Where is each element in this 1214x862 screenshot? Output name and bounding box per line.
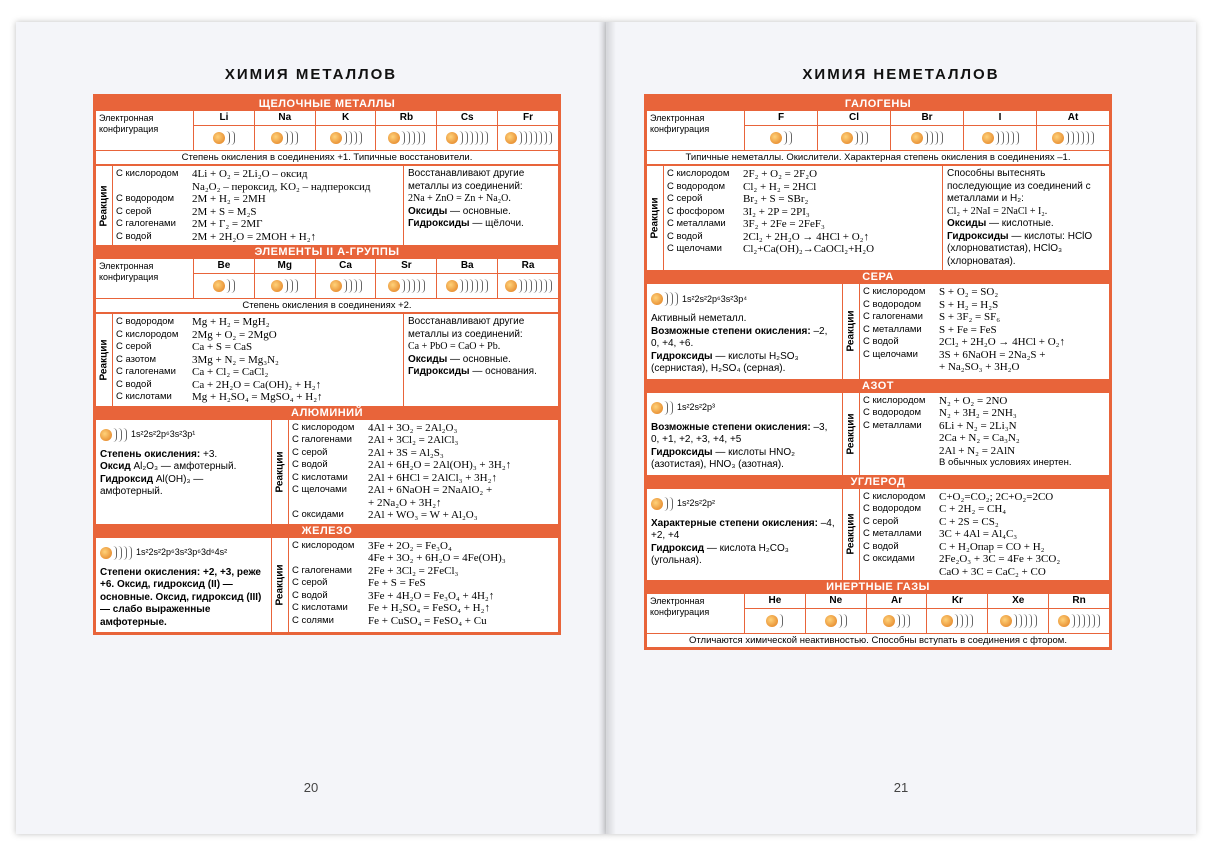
- reaction-row: С водородом Cl₂ + H₂ = 2HCl: [667, 180, 817, 193]
- reaction-row: С солями Fe + CuSO₄ = FeSO₄ + Cu: [292, 614, 487, 627]
- reaction-row: С водой 2M + 2H₂O = 2MOH + H₂↑: [116, 230, 317, 243]
- element-li: [194, 111, 255, 150]
- nitrogen-block: 1s²2s²2p³ Возможные степени окисления: –3, 0, +1, +2, +3, +4, +5 Гидроксиды — кислоты HNO₂ (азотистая), HNO₃ (азотная). Реакции С кислородом N₂ + O₂ = 2NO С водородом N₂ + 3H₂ = 2NH₃ С металлами 6Li + N₂ = 2Li₃N 2Ca + N₂ = Ca₃N₂ 2Al + N₂ = 2AlN В обычных условиях инертен.: [647, 393, 1109, 475]
- electron-config: 1s²2s²2p²: [677, 498, 716, 509]
- alkali-config-row: [96, 111, 558, 150]
- atom-shells-icon: [841, 126, 868, 150]
- reactions-label: Реакции: [98, 339, 110, 381]
- section-header-sulfur: СЕРА: [647, 270, 1109, 284]
- reactions-label: Реакции: [845, 310, 857, 352]
- reaction-row: С серой Br₂ + S = SBr₂: [667, 193, 809, 205]
- element-na: [255, 111, 316, 150]
- halogens-config-row: [647, 111, 1109, 150]
- reaction-row: С кислородом 4Al + 3O₂ = 2Al₂O₃: [292, 421, 458, 434]
- reaction-row: С галогенами Ca + Cl₂ = CaCl₂: [116, 366, 269, 378]
- element-at: [1037, 111, 1109, 150]
- element-symbol: Sr: [376, 259, 436, 274]
- halogens-reactions: [647, 164, 1109, 270]
- atom-shells-icon: [271, 274, 298, 298]
- reaction-row: 4Fe + 3O₂ + 6H₂O = 4Fe(OH)₃: [368, 552, 506, 564]
- atom-shells-icon: [651, 287, 678, 311]
- reaction-row: С оксидами 2Fe₂O₃ + 3C = 4Fe + 3CO₂: [863, 553, 1061, 565]
- reaction-row: С водородом Mg + H₂ = MgH₂: [116, 316, 270, 328]
- reaction-row: С фосфором 3I₂ + 2P = 2PI₃: [667, 205, 810, 218]
- iron-description: Степени окисления: +2, +3, реже +6. Оксид, гидроксид (II) — основные. Оксид, гидроксид (III) — слабо выраженные амфотерные.: [100, 566, 262, 628]
- book-spine: [598, 22, 616, 834]
- electron-config: 1s²2s²2p⁶3s²3p⁶3d⁶4s²: [136, 547, 228, 558]
- group2-config-row: [96, 259, 558, 298]
- config-label: Электронная конфигурация: [647, 111, 745, 150]
- element-i: [964, 111, 1037, 150]
- page-number: 21: [893, 780, 909, 795]
- element-symbol: Ca: [316, 259, 376, 274]
- atom-shells-icon: [100, 423, 127, 447]
- reactions-label: Реакции: [845, 513, 857, 555]
- atom-shells-icon: [388, 126, 425, 150]
- reaction-row: С серой 2Al + 3S = Al₂S₃: [292, 446, 444, 459]
- aluminium-block: 1s²2s²2p⁶3s²3p¹ Степень окисления: +3. Оксид Al₂O₃ — амфотерный. Гидроксид Al(OH)₃ — амфотерный. Реакции С кислородом 4Al + 3O₂ = 2Al₂O₃ С галогенами 2Al + 3Cl₂ = 2AlCl₃ С серой 2Al + 3S = Al₂S₃ С водой 2Al + 6H₂O = 2Al(OH)₃ + 3H₂↑ С кислотами 2Al + 6HCl = 2AlCl₃ + 3H₂↑ С щелочами 2Al + 6NaOH = 2NaAlO₂ + + 2Na₂O + 3H₂↑ С оксидами 2Al + WO₃ = W + Al₂O₃: [96, 420, 558, 524]
- atom-shells-icon: [330, 274, 362, 298]
- reaction-row: С кислородом N₂ + O₂ = 2NO: [863, 394, 1008, 407]
- iron-block: [96, 538, 558, 633]
- group2-properties: Восстанавливают другие металлы из соединений: Ca + PbO = CaO + Pb. Оксиды — основные. Гидроксиды — основания.: [403, 314, 558, 406]
- reaction-row: С кислородом 2Mg + O₂ = 2MgO: [116, 328, 277, 341]
- reaction-row: С кислородом C+O₂=CO₂; 2C+O₂=2CO: [863, 490, 1054, 503]
- reaction-row: С водородом N₂ + 3H₂ = 2NH₃: [863, 407, 1017, 419]
- reaction-row: С кислородом 2F₂ + O₂ = 2F₂O: [667, 168, 818, 180]
- sulfur-block: 1s²2s²2p⁶3s²3p⁴ Активный неметалл. Возможные степени окисления: –2, 0, +4, +6. Гидроксиды — кислоты H₂SO₃ (сернистая), H₂SO₄ (серная). Реакции С кислородом S + O₂ = SO₂ С водородом S + H₂ = H₂S С галогенами S + 3F₂ = SF₆ С металлами S + Fe = FeS С водой 2Cl₂ + 2H₂O → 4HCl + O₂↑ С щелочами 3S + 6NaOH = 2Na₂S + + Na₂SO₃ + 3H₂O: [647, 284, 1109, 379]
- reaction-row: С щелочами 3S + 6NaOH = 2Na₂S +: [863, 348, 1046, 361]
- element-symbol: K: [316, 111, 376, 126]
- reaction-row: С водой C + H₂Oпар = CO + H₂: [863, 540, 1045, 553]
- config-label: Электронная конфигурация: [96, 111, 194, 150]
- halogens-note: Типичные неметаллы. Окислители. Характерная степень окисления в соединениях –1.: [647, 150, 1109, 164]
- atom-shells-icon: [911, 126, 943, 150]
- reaction-row: С водой 2Al + 6H₂O = 2Al(OH)₃ + 3H₂↑: [292, 459, 512, 471]
- element-k: [316, 111, 377, 150]
- reactions-label: Реакции: [274, 564, 286, 606]
- element-symbol: Fr: [498, 111, 558, 126]
- element-ne: [806, 594, 867, 633]
- reaction-row: С азотом 3Mg + N₂ = Mg₃N₂: [116, 353, 279, 366]
- reactions-label: Реакции: [98, 185, 110, 226]
- atom-shells-icon: [770, 126, 792, 150]
- atom-shells-icon: [213, 126, 235, 150]
- reaction-row: С кислородом 4Li + O₂ = 2Li₂O – оксид: [116, 168, 308, 180]
- element-br: [891, 111, 964, 150]
- reaction-row: С серой Fe + S = FeS: [292, 577, 426, 589]
- element-symbol: Cs: [437, 111, 497, 126]
- element-ar: [867, 594, 928, 633]
- element-symbol: Rb: [376, 111, 436, 126]
- config-label: Электронная конфигурация: [96, 259, 194, 298]
- metals-table: [93, 94, 561, 635]
- page-title: ХИМИЯ НЕМЕТАЛЛОВ: [802, 66, 1000, 83]
- element-symbol: Rn: [1049, 594, 1109, 609]
- element-rb: [376, 111, 437, 150]
- reaction-row: С галогенами 2Fe + 3Cl₂ = 2FeCl₃: [292, 564, 459, 577]
- atom-shells-icon: [766, 609, 783, 633]
- element-ba: [437, 259, 498, 298]
- reaction-row: С кислородом 3Fe + 2O₂ = Fe₃O₄: [292, 539, 452, 552]
- atom-shells-icon: [388, 274, 425, 298]
- reaction-row: + Na₂SO₃ + 3H₂O: [939, 361, 1020, 373]
- right-page: [606, 22, 1196, 834]
- alkali-note: Степень окисления в соединениях +1. Типичные восстановители.: [96, 150, 558, 164]
- reaction-row: 2Al + N₂ = 2AlN: [939, 444, 1016, 457]
- reaction-row: С водой 3Fe + 4H₂O = Fe₃O₄ + 4H₂↑: [292, 589, 495, 602]
- atom-shells-icon: [651, 492, 673, 516]
- element-mg: [255, 259, 316, 298]
- element-xe: [988, 594, 1049, 633]
- section-header-iron: ЖЕЛЕЗО: [96, 524, 558, 538]
- reaction-row: С серой 2M + S = M₂S: [116, 205, 257, 218]
- section-header-halogens: ГАЛОГЕНЫ: [647, 97, 1109, 111]
- element-cl: [818, 111, 891, 150]
- reaction-row: С оксидами 2Al + WO₃ = W + Al₂O₃: [292, 509, 478, 521]
- reaction-row: С водородом 2M + H₂ = 2MH: [116, 193, 266, 205]
- reaction-row: С металлами 3F₂ + 2Fe = 2FeF₃: [667, 218, 825, 230]
- page-title: ХИМИЯ МЕТАЛЛОВ: [224, 66, 398, 83]
- atom-shells-icon: [446, 274, 488, 298]
- reaction-row: В обычных условиях инертен.: [939, 457, 1072, 468]
- atom-shells-icon: [651, 396, 673, 420]
- atom-shells-icon: [825, 609, 847, 633]
- element-symbol: Ra: [498, 259, 558, 274]
- alkali-reactions: [96, 164, 558, 245]
- inert-note: Отличаются химической неактивностью. Способны вступать в соединения с фтором.: [647, 633, 1109, 647]
- reaction-row: С галогенами 2M + Г₂ = 2MГ: [116, 218, 263, 230]
- reaction-row: С металлами 3C + 4Al = Al₄C₃: [863, 528, 1018, 540]
- group2-reactions: [96, 312, 558, 406]
- atom-shells-icon: [1052, 126, 1094, 150]
- section-header-nitrogen: АЗОТ: [647, 379, 1109, 393]
- reaction-row: С водородом S + H₂ = H₂S: [863, 298, 999, 311]
- reaction-row: С серой C + 2S = CS₂: [863, 515, 999, 528]
- reaction-row: Na₂O₂ – пероксид, KO₂ – надпероксид: [192, 180, 371, 193]
- electron-config: 1s²2s²2p³: [677, 402, 716, 413]
- element-symbol: F: [745, 111, 817, 126]
- reaction-row: С кислотами Mg + H₂SO₄ = MgSO₄ + H₂↑: [116, 391, 323, 403]
- section-header-carbon: УГЛЕРОД: [647, 475, 1109, 489]
- atom-shells-icon: [982, 126, 1019, 150]
- atom-shells-icon: [446, 126, 488, 150]
- reaction-row: С серой Ca + S = CaS: [116, 341, 253, 353]
- page-number: 20: [303, 780, 319, 795]
- element-symbol: Ne: [806, 594, 866, 609]
- element-symbol: Cl: [818, 111, 890, 126]
- atom-shells-icon: [941, 609, 973, 633]
- element-symbol: Kr: [927, 594, 987, 609]
- reactions-label: Реакции: [845, 413, 857, 454]
- element-ca: [316, 259, 377, 298]
- group2-note: Степень окисления в соединениях +2.: [96, 298, 558, 312]
- element-symbol: Na: [255, 111, 315, 126]
- element-fr: [498, 111, 558, 150]
- element-cs: [437, 111, 498, 150]
- atom-shells-icon: [883, 609, 910, 633]
- reaction-row: С металлами S + Fe = FeS: [863, 323, 997, 336]
- element-symbol: Ar: [867, 594, 927, 609]
- element-sr: [376, 259, 437, 298]
- atom-shells-icon: [271, 126, 298, 150]
- reaction-row: 2Ca + N₂ = Ca₃N₂: [939, 432, 1020, 444]
- left-page: [16, 22, 606, 834]
- halogens-properties: Способны вытеснять последующие из соединений с металлами и H₂: Cl₂ + 2NaI = 2NaCl + I₂. Оксиды — кислотные. Гидроксиды — кислоты: HClO (хлорноватистая), HClO₃ (хлорноватая).: [942, 166, 1109, 270]
- atom-shells-icon: [330, 126, 362, 150]
- element-symbol: Mg: [255, 259, 315, 274]
- reaction-row: + 2Na₂O + 3H₂↑: [368, 496, 442, 509]
- reaction-row: С кислотами 2Al + 6HCl = 2AlCl₃ + 3H₂↑: [292, 471, 497, 484]
- electron-config: 1s²2s²2p⁶3s²3p⁴: [682, 293, 748, 304]
- element-symbol: Ba: [437, 259, 497, 274]
- element-symbol: Be: [194, 259, 254, 274]
- element-be: [194, 259, 255, 298]
- element-symbol: Br: [891, 111, 963, 126]
- config-label: Электронная конфигурация: [647, 594, 745, 633]
- element-symbol: Li: [194, 111, 254, 126]
- reaction-row: С кислотами Fe + H₂SO₄ = FeSO₄ + H₂↑: [292, 602, 490, 614]
- element-ra: [498, 259, 558, 298]
- section-header-alkali: ЩЕЛОЧНЫЕ МЕТАЛЛЫ: [96, 97, 558, 111]
- atom-shells-icon: [505, 274, 552, 298]
- element-symbol: He: [745, 594, 805, 609]
- element-he: [745, 594, 806, 633]
- reaction-row: С щелочами 2Al + 6NaOH = 2NaAlO₂ +: [292, 484, 493, 496]
- element-symbol: Xe: [988, 594, 1048, 609]
- reaction-row: С водой 2Cl₂ + 2H₂O → 4HCl + O₂↑: [667, 230, 869, 243]
- atom-shells-icon: [1058, 609, 1100, 633]
- carbon-block: 1s²2s²2p² Характерные степени окисления: –4, +2, +4 Гидроксид — кислота H₂CO₃ (угольная). Реакции С кислородом C+O₂=CO₂; 2C+O₂=2CO С водородом C + 2H₂ = CH₄ С серой C + 2S = CS₂ С металлами 3C + 4Al = Al₄C₃ С водой C + H₂Oпар = CO + H₂ С оксидами 2Fe₂O₃ + 3C = 4Fe + 3CO₂ CaO + 3C = CaC₂ + CO: [647, 489, 1109, 581]
- reaction-row: С водой 2Cl₂ + 2H₂O → 4HCl + O₂↑: [863, 336, 1065, 348]
- reaction-row: С водородом C + 2H₂ = CH₄: [863, 503, 1007, 515]
- element-symbol: At: [1037, 111, 1109, 126]
- reaction-row: С щелочами Cl₂+Ca(OH)₂→CaOCl₂+H₂O: [667, 243, 875, 255]
- element-f: [745, 111, 818, 150]
- atom-shells-icon: [1000, 609, 1037, 633]
- reaction-row: С металлами 6Li + N₂ = 2Li₃N: [863, 419, 1017, 432]
- reactions-label: Реакции: [274, 451, 286, 492]
- atom-shells-icon: [100, 541, 132, 565]
- section-header-inert: ИНЕРТНЫЕ ГАЗЫ: [647, 580, 1109, 594]
- nonmetals-table: [644, 94, 1112, 650]
- reactions-label: Реакции: [649, 197, 661, 239]
- atom-shells-icon: [505, 126, 552, 150]
- reaction-row: С водой Ca + 2H₂O = Ca(OH)₂ + H₂↑: [116, 378, 322, 391]
- atom-shells-icon: [213, 274, 235, 298]
- reaction-row: С галогенами S + 3F₂ = SF₆: [863, 311, 1001, 323]
- section-header-group2: ЭЛЕМЕНТЫ II А-ГРУППЫ: [96, 245, 558, 259]
- element-symbol: I: [964, 111, 1036, 126]
- reaction-row: С кислородом S + O₂ = SO₂: [863, 286, 999, 298]
- element-rn: [1049, 594, 1109, 633]
- element-kr: [927, 594, 988, 633]
- electron-config: 1s²2s²2p⁶3s²3p¹: [131, 429, 196, 440]
- reaction-row: CaO + 3C = CaC₂ + CO: [939, 565, 1046, 578]
- alkali-properties: Восстанавливают другие металлы из соединений: 2Na + ZnO = Zn + Na₂O. Оксиды — основные. Гидроксиды — щёлочи.: [403, 166, 558, 245]
- inert-config-row: [647, 594, 1109, 633]
- section-header-aluminium: АЛЮМИНИЙ: [96, 406, 558, 420]
- reaction-row: С галогенами 2Al + 3Cl₂ = 2AlCl₃: [292, 434, 459, 446]
